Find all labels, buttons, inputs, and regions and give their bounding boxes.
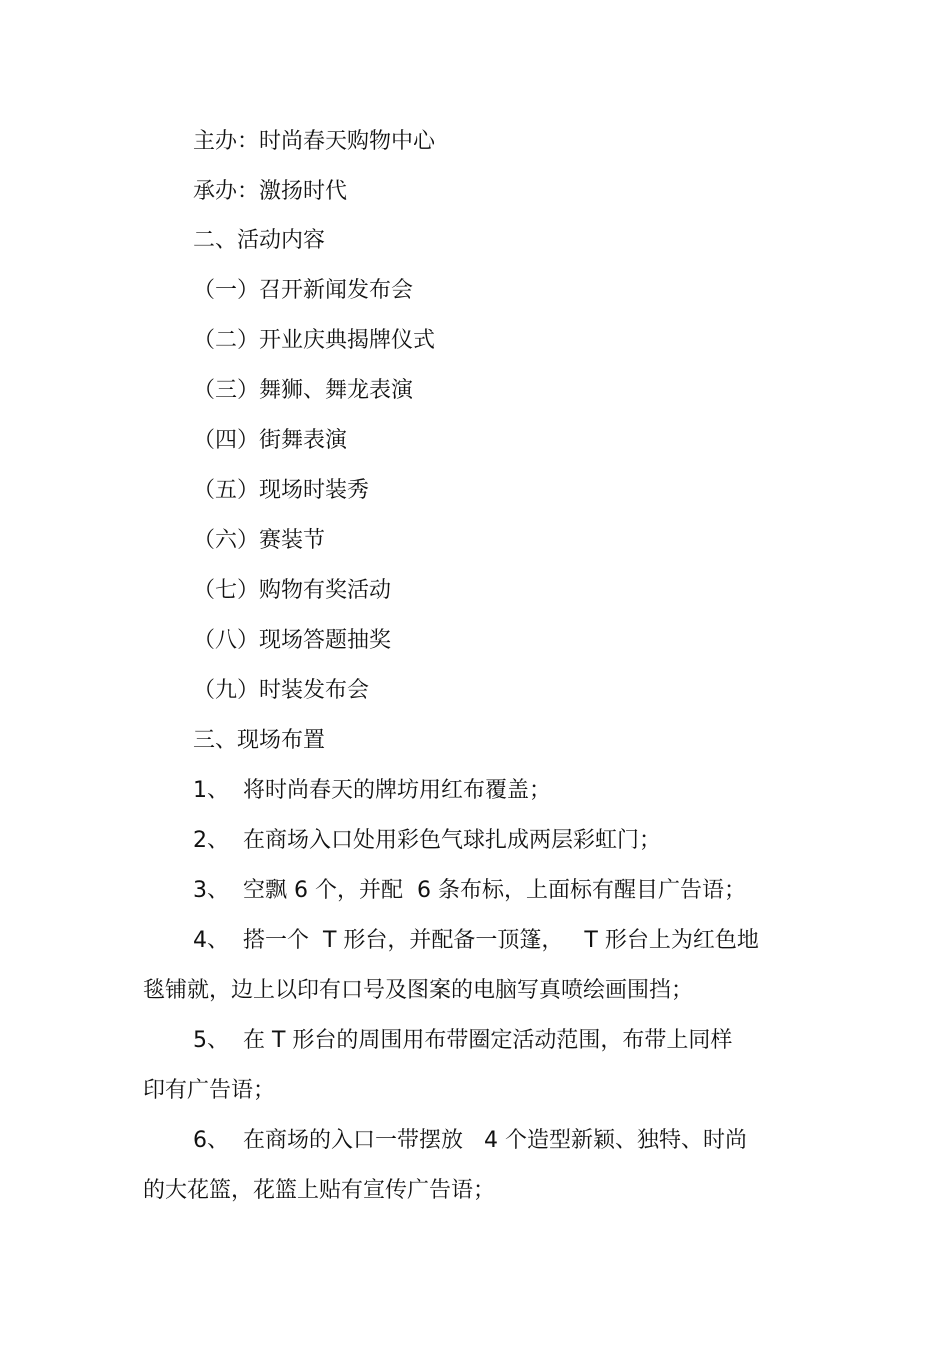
setup-item-5-continued: 印有广告语； [143,1078,276,1103]
activity-item-3: （三）舞狮、舞龙表演 [193,378,414,403]
activity-item-4: （四）街舞表演 [193,428,348,453]
setup-item-5: 5、 在 T 形台的周围用布带圈定活动范围，布带上同样 [193,1028,733,1053]
activity-item-1: （一）召开新闻发布会 [193,278,414,303]
setup-item-3: 3、 空飘 6 个，并配 6 条布标，上面标有醒目广告语； [193,878,746,903]
setup-item-4: 4、 搭一个 T 形台，并配备一顶篷， T 形台上为红色地 [193,928,759,953]
co-organizer-line: 承办：激扬时代 [193,179,348,204]
setup-item-6-continued: 的大花篮，花篮上贴有宣传广告语； [143,1178,496,1203]
activity-item-6: （六）赛装节 [193,528,326,553]
activity-item-9: （九）时装发布会 [193,678,370,703]
setup-item-2: 2、 在商场入口处用彩色气球扎成两层彩虹门； [193,828,661,853]
section-heading-activities: 二、活动内容 [193,228,326,253]
activity-item-5: （五）现场时装秀 [193,478,370,503]
activity-item-8: （八）现场答题抽奖 [193,628,392,653]
activity-item-7: （七）购物有奖活动 [193,578,392,603]
setup-item-4-continued: 毯铺就，边上以印有口号及图案的电脑写真喷绘画围挡； [143,978,694,1003]
activity-item-2: （二）开业庆典揭牌仪式 [193,328,436,353]
setup-item-6: 6、 在商场的入口一带摆放 4 个造型新颖、独特、时尚 [193,1128,747,1153]
setup-item-1: 1、 将时尚春天的牌坊用红布覆盖； [193,778,551,803]
section-heading-setup: 三、现场布置 [193,728,326,753]
organizer-line: 主办：时尚春天购物中心 [193,129,436,154]
